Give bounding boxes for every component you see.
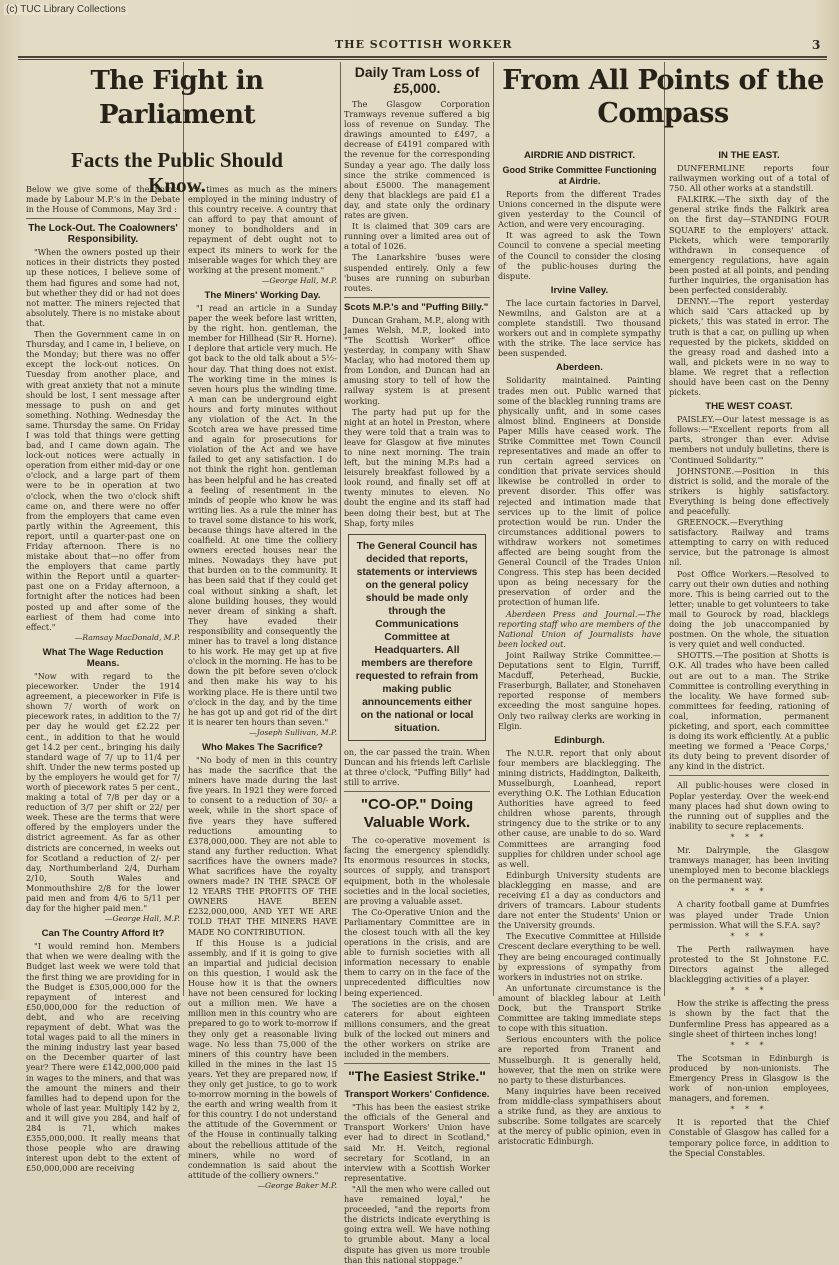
section-divider bbox=[669, 775, 829, 776]
article-paragraph: The Co-Operative Union and the Parliamentary Committee are in the closest touch with all the key operations in the crisis, and are able to furnish societies with all information necessary to enable them to carry on in the face of the unprecedented difficulties now being experienced. bbox=[344, 906, 490, 998]
article-paragraph: Aberdeen Press and Journal.—The reporting staff who are members of the National Union of Journalists have been locked out. bbox=[498, 608, 661, 649]
section-divider bbox=[344, 1063, 490, 1064]
signature: —Joseph Sullivan, M.P. bbox=[249, 727, 337, 737]
article-paragraph: FALKIRK.—The sixth day of the general strike finds the Falkirk area on the first day—STANDING FOUR SQUARE to the employers' attack. Pickets, which were temporarily withdrawn in consequence of emergency regulations, have again been posted at all points, and pending further inquiries, the organisation has been perfected considerably. bbox=[669, 194, 829, 296]
aberdeen-heading: Aberdeen. bbox=[556, 362, 603, 374]
article-paragraph: Edinburgh University students are blacklegging en masse, and are receiving £1 a day as conductors and drivers of tramcars. Labour students dare not enter the Students' Union or the University grounds. bbox=[498, 869, 661, 931]
signature: —George Hall, M.P. bbox=[104, 914, 180, 924]
page-number: 3 bbox=[812, 38, 821, 52]
star-separator: * * * bbox=[730, 832, 768, 842]
parliament-headline-block bbox=[18, 64, 336, 198]
article-paragraph: How the strike is affecting the press is shown by the fact that the Dunfermline Press has appeared as a single sheet of thirteen inches long! bbox=[669, 998, 829, 1039]
article-paragraph: PAISLEY.—Our latest message is as follows:—"Excellent reports from all parts, stronger than ever. Advise members not unduly bulletins, there is 'Continued Solidarity.'" bbox=[669, 414, 829, 465]
article-paragraph: "All the men who were called out have remained loyal," he proceeded, "and the reports from the districts indicate everything is going extra well. We have nothing to grumble about. Many a local dispute has given us more trouble than this national stoppage." bbox=[344, 1183, 490, 1265]
signature: —George Hall, M.P. bbox=[261, 275, 337, 285]
east-heading: IN THE EAST. bbox=[718, 150, 780, 161]
article-paragraph: The lace curtain factories in Darvel, Newmilns, and Galston are at a complete standstill. Two thousand workers out and in complete sympathy with the strike. The lace service has been suspended. bbox=[498, 297, 661, 359]
article-paragraph: Duncan Graham, M.P., along with James Welsh, M.P., looked into "The Scottish Worker" office yesterday, in company with Shaw Maclay, who had motored them up from London, and Duncan had an amusing story to tell of how the railway system is at present working. bbox=[344, 314, 490, 406]
article-paragraph: The societies are on the chosen caterers for about eighteen millions consumers, and the great bulk of the locked out miners and the other workers on strike are included in the members. bbox=[344, 998, 490, 1060]
article-paragraph: The Executive Committee at Hillside Crescent declare everything to be well. They are being encouraged continually by expressions of sympathy from workers in industries not on strike. bbox=[498, 931, 661, 982]
section-divider bbox=[344, 297, 490, 298]
masthead: THE SCOTTISH WORKER bbox=[335, 38, 513, 51]
article-paragraph: DUNFERMLINE reports four railwaymen working out of a total of 750. All other works at a standstill. bbox=[669, 163, 829, 194]
article-paragraph: The Perth railwaymen have protested to the St Johnstone F.C. Directors against the alleged blacklegging activities of a player. bbox=[669, 943, 829, 985]
article-paragraph: An unfortunate circumstance is the amount of blackleg labour at Leith Dock, but the Transport Strike Committee are taking immediate steps to cope with this situation. bbox=[498, 982, 661, 1034]
article-paragraph: Serious encounters with the police are reported from Tranent and Musselburgh. It is generally held, however, that the men on strike were no party to these disturbances. bbox=[498, 1034, 661, 1085]
signature: —Ramsay MacDonald, M.P. bbox=[74, 632, 180, 642]
compass-headline: From All Points of the Compass bbox=[502, 65, 824, 129]
working-day-heading: The Miners' Working Day. bbox=[204, 289, 321, 301]
article-paragraph: If this House is a judicial assembly, and if it is going to give an impartial and judicial decision on this question, I would ask the House how it is that the owners have not been censured for locking out a million men. We have a million men in this country who are prepared to go to work to-morrow if they only get a reasonable living wage. No less than 75,000 of the miners of this country have been killed in the mines in the last 15 years. Yet they are prepared now, if they only get justice, to go to work to-morrow morning in the bowels of the earth and wring wealth from it for this country. I do not understand the attitude of the Government or of the House in continually talking about the rebellious attitude of the miners, while no word of condemnation is said about the attitude of the colliery owners." bbox=[188, 937, 337, 1180]
article-paragraph: 2½ times as much as the miners employed in the mining industry of this country receive. A country that can afford to pay that amount of money to bondholders and in repayment of debt ought not to expect its miners to work for the miserable wages for which they are working at the present moment." bbox=[188, 184, 337, 275]
signature: —George Baker M.P. bbox=[257, 1180, 337, 1190]
article-paragraph: JOHNSTONE.—Position in this district is solid, and the morale of the strikers is highly satisfactory. Everything is being done effectively and peacefully. bbox=[669, 465, 829, 516]
article-paragraph: GREENOCK.—Everything satisfactory. Railway and trams attempting to carry on with reduced service, but the patronage is almost nil. bbox=[669, 517, 829, 568]
airdrie-subheading: Good Strike Committee Functioning at Airdrie. bbox=[502, 165, 657, 186]
article-paragraph: "No body of men in this country has made the sacrifice that the miners have made during the last five years. In 1921 they were forced to consent to a reduction of 30/- a week, while in the short space of five years they have suffered reductions amounting to £378,000,000. They are not able to stand any further reduction. What sacrifices have the owners made? What sacrifices have the royalty owners made? IN THE SPACE OF 12 YEARS THE PROFITS OF THE OWNERS HAVE BEEN £232,000,000, AND YET WE ARE TOLD THAT THE MINERS HAVE MADE NO CONTRIBUTION. bbox=[188, 754, 337, 937]
article-paragraph: The co-operative movement is facing the emergency splendidly. Its enormous resources in stocks, sources of supply, and transport equipment, both in the wholesale societies and in the local societies, are proving a valuable asset. bbox=[344, 835, 490, 906]
article-paragraph: on, the car passed the train. When Duncan and his friends left Carlisle at three o'clock, "Puffing Billy" had still to arrive. bbox=[344, 746, 490, 788]
article-paragraph: The Lanarkshire 'buses were suspended entirely. Only a few 'buses are running on suburban routes. bbox=[344, 252, 490, 293]
top-rule bbox=[18, 56, 827, 58]
intro-text: Below we give some of the points made by Labour M.P.'s in the Debate in the House of Commons, May 3rd : bbox=[26, 184, 180, 215]
airdrie-heading: AIRDRIE AND DISTRICT. bbox=[523, 150, 636, 161]
article-paragraph: "This has been the easiest strike the officials of the General and Transport Workers' Union have ever had to direct in Scotland," said Mr. H. Veitch, regional secretary for Scotland, in an interview with a Scottish Worker representative. bbox=[344, 1102, 490, 1183]
column-divider bbox=[493, 62, 494, 996]
tram-loss-heading: Daily Tram Loss of £5,000. bbox=[354, 64, 480, 96]
article-paragraph: Joint Railway Strike Committee.—Deputations sent to Elgin, Turriff, Macduff, Peterhead, Buckie, Fraserburgh, Ballater, and Stonehaven reported response of members exceeding the most sanguine hopes. Only two railway clerks are working in Elgin. bbox=[498, 649, 661, 731]
lockout-heading: The Lock-Out. The Coalowners' Responsibility. bbox=[28, 223, 178, 246]
article-paragraph: SHOTTS.—The position at Shotts is O.K. All trades who have been called out are out to a man. The Strike Committee is controlling everything in the locality. We have formed sub-committees for feeding, rationing of coal, information, permanent picketing, and sport, each committee is doing its work efficiently. At a public meeting we formed a 'Peace Corps,' its duty being to prevent disorder of any kind in the district. bbox=[669, 650, 829, 772]
copyright-notice: (c) TUC Library Collections bbox=[6, 4, 126, 15]
easiest-strike-heading: "The Easiest Strike." bbox=[348, 1068, 486, 1085]
column-divider bbox=[664, 62, 665, 996]
article-paragraph: All public-houses were closed in Poplar yesterday. Over the week-end many places had shut down owing to the running out of supplies and the inability to secure replacements. bbox=[669, 780, 829, 831]
column-1 bbox=[26, 184, 180, 1174]
afford-heading: Can The Country Afford It? bbox=[41, 928, 165, 940]
article-paragraph: The Scotsman in Edinburgh is produced by non-unionists. The Emergency Press in Glasgow is the work of non-union employees, managers, and foremen. bbox=[669, 1052, 829, 1104]
parliament-headline: The Fight in Parliament bbox=[90, 66, 264, 130]
sacrifice-heading: Who Makes The Sacrifice? bbox=[201, 741, 324, 753]
star-separator: * * * bbox=[730, 986, 768, 996]
column-3 bbox=[344, 62, 490, 1265]
article-paragraph: "When the owners posted up their notices in their districts they posted up these notices, I believe some of them had figures and some had not, but whether they did or had not does not matter. The miners rejected that absolutely. There is no mistake about that. bbox=[26, 247, 180, 328]
article-paragraph: Post Office Workers.—Resolved to carry out their own duties and nothing more. This is being carried out to the letter; unable to get volunteers to take mail to Gourock by road, blacklegs doing the job unaccompanied by postmen. On the whole, the situation is very quiet and well conducted. bbox=[669, 568, 829, 650]
star-separator: * * * bbox=[730, 1105, 768, 1115]
compass-headline-block bbox=[496, 64, 830, 130]
article-paragraph: Mr. Dalrymple, the Glasgow tramways manager, has been inviting unemployed men to become blacklegs on the permanent way. bbox=[669, 845, 829, 886]
coop-heading: "CO-OP." Doing Valuable Work. bbox=[360, 796, 474, 832]
puffing-billy-heading: Scots M.P.'s and "Puffing Billy." bbox=[344, 301, 489, 313]
article-paragraph: The N.U.R. report that only about four members are blacklegging. The mining districts, Haddington, Dalkeith, Musselburgh, Loanhead, report everything O.K. The Lothian Education Authorities have agreed to feed children whose parents, through stringency due to the strike or to any other cause, are unable to do so. Ward Committees are arranging food supplies for children under school age as well. bbox=[498, 747, 661, 869]
article-paragraph: A charity football game at Dumfries was played under Trade Union permission. What will the S.F.A. say? bbox=[669, 899, 829, 930]
transport-confidence-subheading: Transport Workers' Confidence. bbox=[344, 1089, 490, 1101]
parliament-subheadline: Facts the Public Should Know. bbox=[71, 148, 283, 197]
wage-reduction-heading: What The Wage Reduction Means. bbox=[42, 646, 164, 669]
star-separator: * * * bbox=[730, 931, 768, 941]
column-2 bbox=[188, 184, 337, 1190]
column-divider bbox=[340, 62, 341, 996]
article-paragraph: "Now with regard to the pieceworker. Under the 1914 agreement, a pieceworker in Fife is shown 7/ worth of work on piecework rates, in addition to the 7/ per day he would get £2.22 per cent., in addition to that he would get 14.2 per cent., bringing his daily standard wage of 7/ up to 11/4 per shift. Under the new terms posted up by the employers he would get for 7/ worth of piecework rates 5 per cent., making a total of 7/8 per day or a reduction of 3/7 per shift or 22/ per week. These are the terms that were offered by the employers under the district agreement. As far as other districts are concerned, in weeks out for Scotland a reduction of 2/- per day, Northumberland 2/4, Durham 2/10, South Wales and Monmouthshire 2/8 for the lower paid men and from 4/6 to 5/11 per day for the higher paid men." bbox=[26, 670, 180, 914]
article-paragraph: The party had put up for the night at an hotel in Preston, where they were told that a train was to leave for Glasgow at five minutes to nine next morning. The train left, but the mining M.P.s had a leisurely breakfast followed by a look round, and finally set off at twenty minutes to eleven. No doubt the engine and its staff had been doing their best, but at The Shap, forty miles bbox=[344, 406, 490, 528]
article-paragraph: Many inquiries have been received from middle-class sympathisers about a strike fund, as they are anxious to subscribe. Some tollgates are scarcely at the mercy of public opinion, even in aristocratic Edinburgh. bbox=[498, 1085, 661, 1147]
section-divider bbox=[344, 791, 490, 792]
column-divider bbox=[183, 62, 184, 996]
article-paragraph: It is reported that the Chief Constable of Glasgow has called for a temporary police force, in addition to the Special Constables. bbox=[669, 1117, 829, 1158]
article-paragraph: Reports from the different Trades Unions concerned in the dispute were given yesterday to the Council of Action, and were very encouraging. bbox=[498, 189, 661, 230]
irvine-heading: Irvine Valley. bbox=[550, 284, 609, 296]
article-paragraph: Then the Government came in on Thursday, and I came in, I believe, on the Monday; but there was no offer except the lock-out notices. On Tuesday from another place, and with great anxiety that not a minute should be lost, I sent message after message to push on and get something. Nothing. Wednesday the same. Thursday the same. On Friday I was told that things were getting bad, and I came down again. The lock-out notices were actually in operation from either mid-day or one o'clock, and a large part of them were to be in operation at two o'clock, when the two o'clock shift came on, and there were no offer from the employers that came even partly within the Agreement, this report, until a quarter-past one on Friday afternoon. There is no mistake about that—no offer from the employers that came partly within the Report until a quarter-past one on a Friday afternoon, a fortnight after the notices had been posted up and after some of the earliest of them had come into effect." bbox=[26, 329, 180, 632]
article-paragraph: It is claimed that 309 cars are running over a limited area out of a total of 1026. bbox=[344, 221, 490, 252]
column-4 bbox=[498, 146, 661, 1147]
article-paragraph: "I read an article in a Sunday paper the week before last written, by the right. hon. gentleman, the member for Hillhead (Sir R. Horne). I deplore that article very much. He got back to the old talk about a 5½-hour day. That thing does not exist. The working time in the mines is seven hours plus the winding time. A man can be underground eight hours and forty minutes without any violation of the Act. In the Scotch area we have pressed time and again for prosecutions for violation of the Act and we have failed to get any satisfaction. I do not think the right hon. gentleman has been helpful and he has created a feeling of resentment in the minds of people who know he was writing lies. As a rule the miner has to travel some distance to his work, because things have altered in the coalfield. At one time the colliery owners erected houses near the mines. Nowadays they have put that burden on to the community. It has been said that if they could get coal without sinking a shaft, let alone building houses, they would never dream of sinking a shaft. They have evaded their responsibility and consequently the miner has to travel a long distance to his work. He may get up at five o'clock in the morning. He has to be down the pit before seven o'clock and then make his way to his working place. He is there until two o'clock in the day, and by the time he has got up and got rid of the dirt it is nearer ten hours than seven." bbox=[188, 302, 337, 727]
star-separator: * * * bbox=[730, 1040, 768, 1050]
west-coast-heading: THE WEST COAST. bbox=[705, 401, 793, 413]
top-rule-thin bbox=[18, 59, 827, 60]
general-council-notice: The General Council has decided that reports, statements or interviews on the general policy should be made only through the Communications Committee at Headquarters. All members are therefore requested to refrain from making public announcements either on the national or local situation. bbox=[348, 534, 486, 741]
article-paragraph: It was agreed to ask the Town Council to convene a special meeting of the Council to consider the closing of the public-houses during the dispute. bbox=[498, 230, 661, 281]
section-divider bbox=[26, 218, 180, 219]
edinburgh-heading: Edinburgh. bbox=[554, 734, 605, 746]
star-separator: * * * bbox=[730, 887, 768, 897]
article-paragraph: Solidarity maintained. Painting trades men out. Public warned that some of the blackleg running trams are physically unfit, and in some cases almost blind. Engineers at Donside Paper Mills have ceased work. The Strike Committee met Town Council representatives and made an offer to run certain agreed services on condition that private services should likewise be controlled in order to prevent disorder. This offer was rejected and intimation made that services up to the limit of police protection would be run. Under the circumstances additional powers to withdraw workers not sometimes affected are being sought from the General Council of the Trades Union Congress. This step has been decided upon as being necessary for the preservation of order and the protection of human life. bbox=[498, 375, 661, 608]
column-5 bbox=[669, 146, 829, 1158]
article-paragraph: "I would remind hon. Members that when we were dealing with the Budget last week we were told that the first thing we are providing for in the Budget is £305,000,000 for the repayment of interest and £50,000,000 for the reduction of debt, and who are receiving repayment of debt. What was the total wages paid to all the miners in the mining industry last year based on the December quarter of last year? There were £142,000,000 paid in wages to the miners, and that was the amount the miners and their families had to depend upon for the whole of last year. Multiply 142 by 2, and it will give you 284, and half of 284 is 71, which makes £355,000,000. It really means that those people who are drawing interest upon debt to the extent of £50,000,000 are receiving bbox=[26, 941, 180, 1174]
article-paragraph: DENNY.—The report yesterday which said 'Cars attacked up by pickets,' this was stated in error. The truth is that a car, on pulling up when requested by the pickets, skidded on the greasy road and dashed into a wall, and pickets were in no way to blame. We regret that a reflection should have been cast on the Denny pickets. bbox=[669, 296, 829, 398]
article-paragraph: The Glasgow Corporation Tramways revenue suffered a big loss of revenue on Sunday. The drawings amounted to £497, a decrease of £4191 compared with the revenue for the corresponding Sunday a year ago. The daily loss since the strike commenced is about £5000. The management deny that blacklegs are paid £1 a day, and state only the ordinary rates are given. bbox=[344, 99, 490, 221]
